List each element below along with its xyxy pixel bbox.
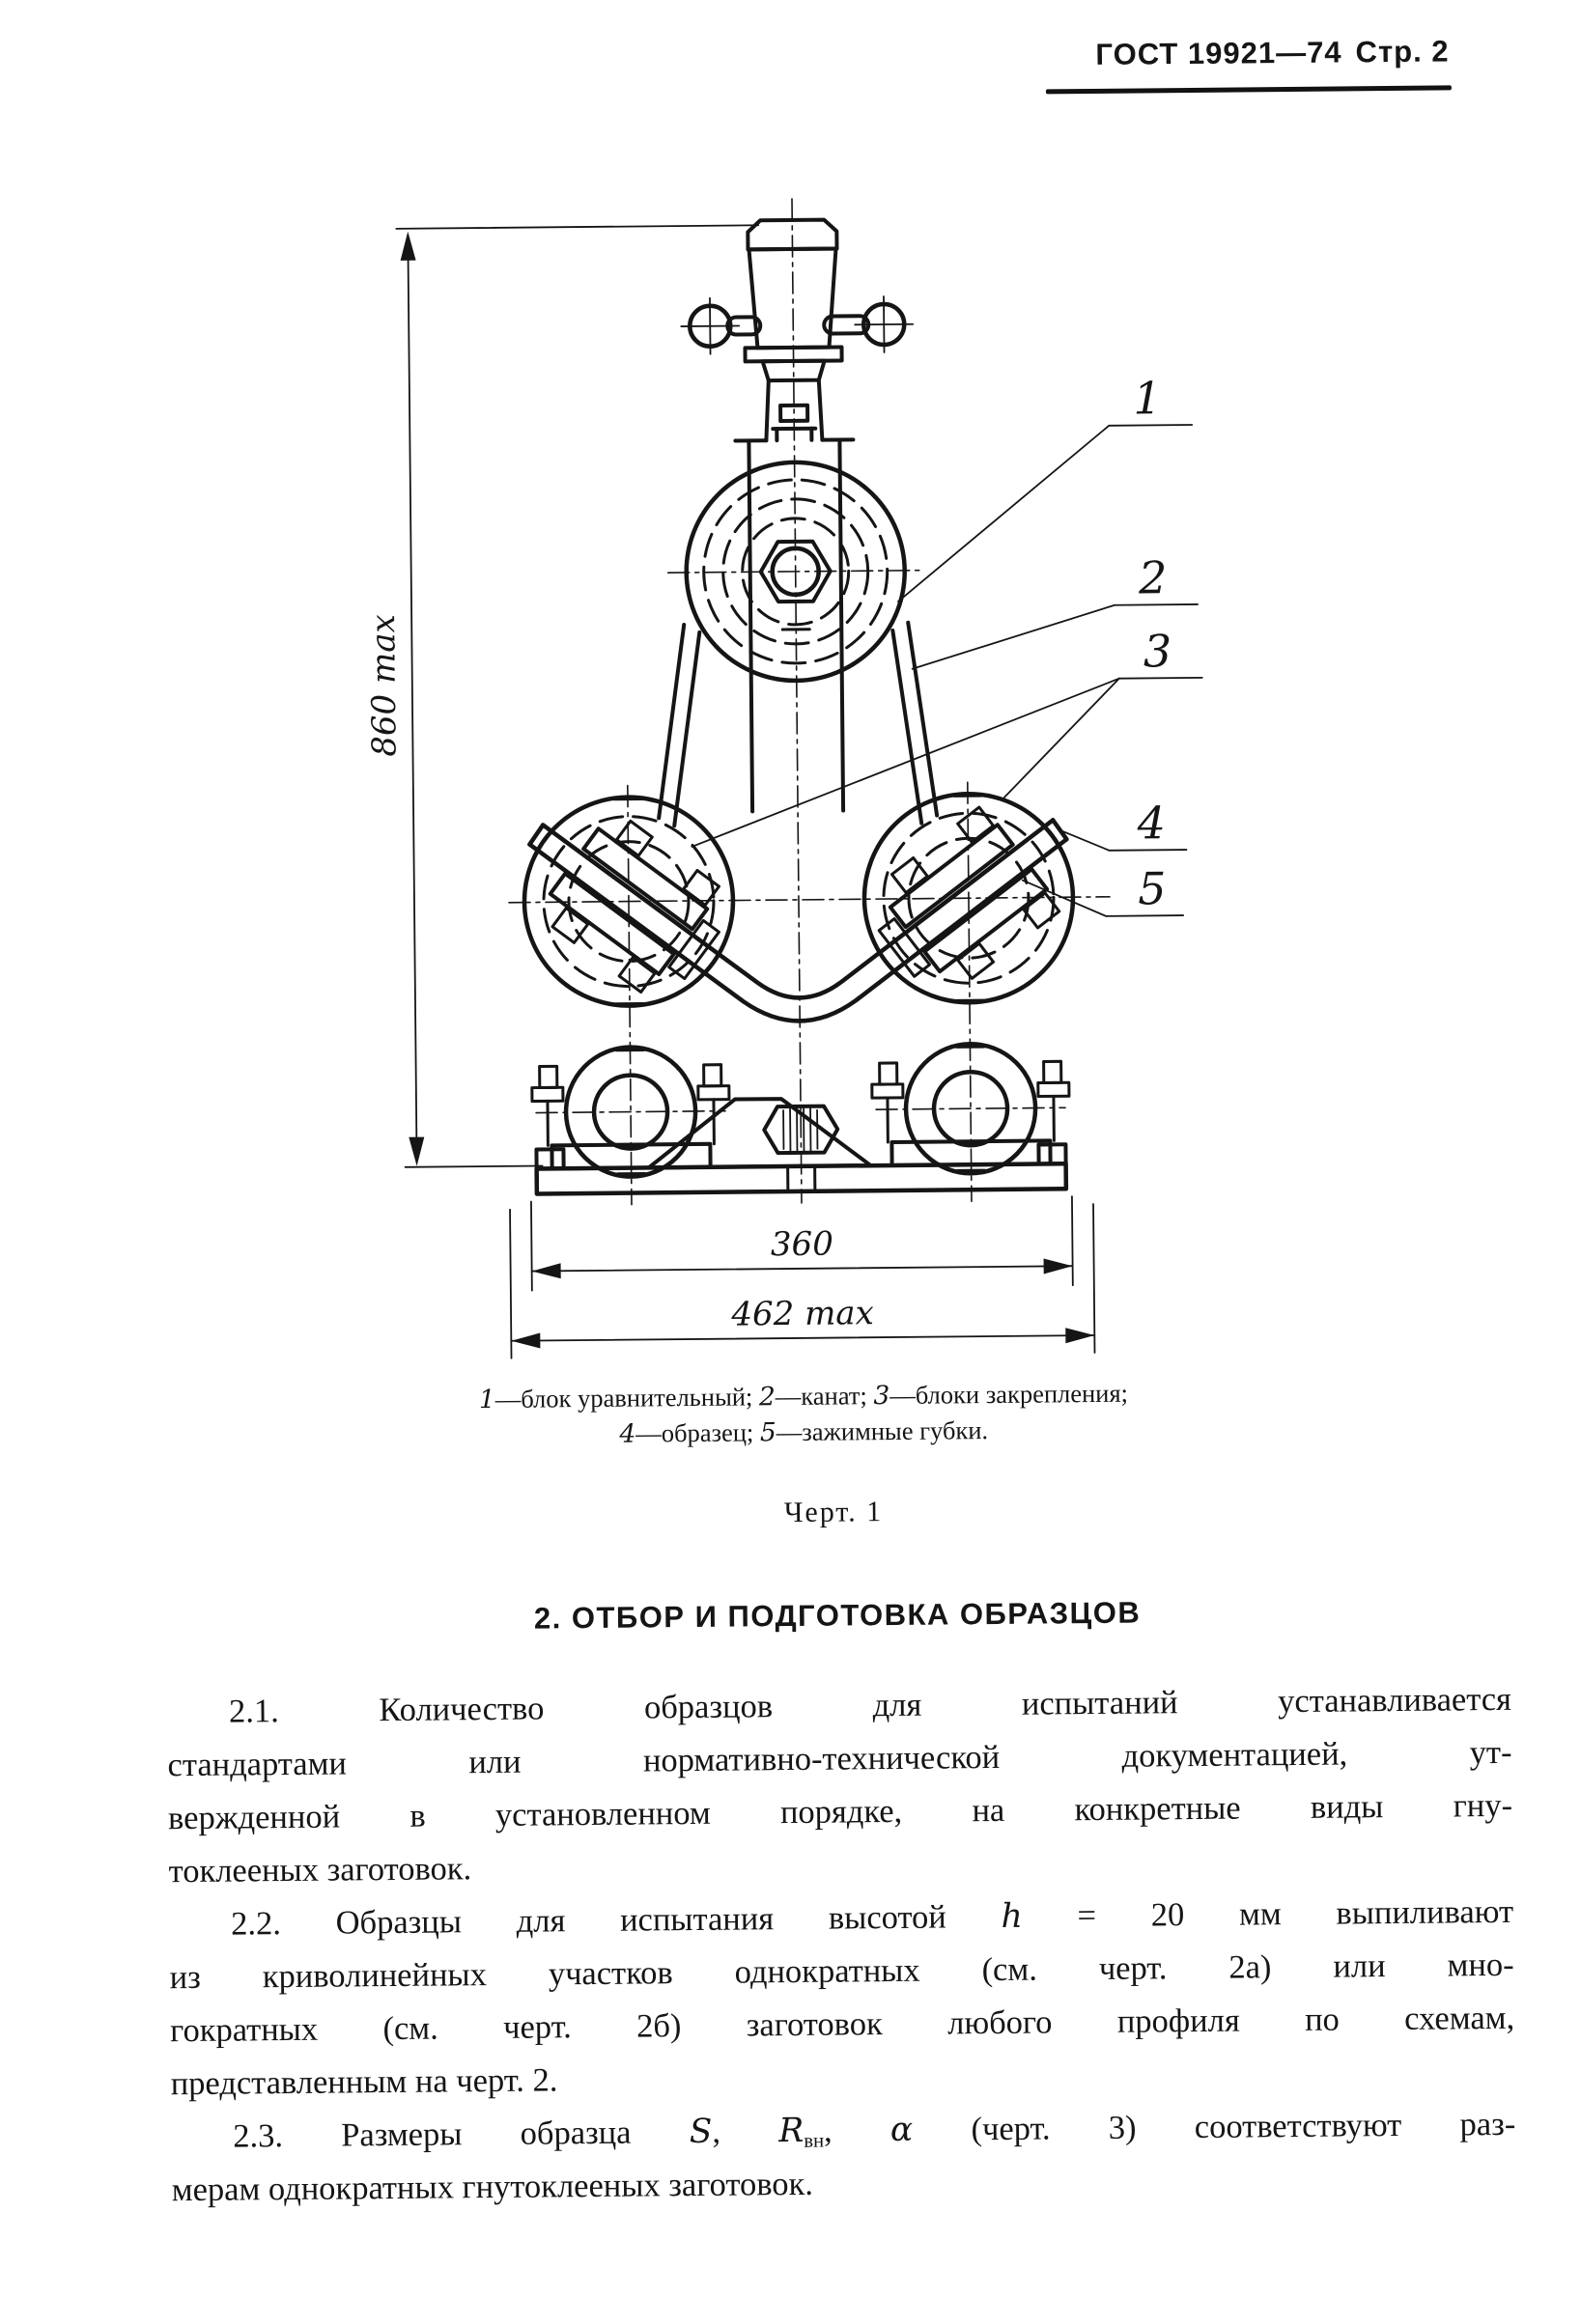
variable-S: S [690, 2113, 713, 2151]
caption-ref-3: 3 [873, 1381, 889, 1411]
callouts [688, 372, 1204, 920]
variable-h: h [1001, 1897, 1023, 1936]
figure-label: Черт. 1 [351, 1492, 1316, 1534]
leader-1 [896, 426, 1111, 602]
dim-overall-label: 462 max [730, 1294, 874, 1333]
callout-2: 2 [1138, 551, 1168, 603]
paragraph-2-2-line: представленным на черт. 2. [170, 2045, 1514, 2111]
caption-ref-4: 4 [619, 1419, 635, 1449]
dim-base-label: 360 [771, 1225, 833, 1265]
section-heading: 2. ОТБОР И ПОДГОТОВКА ОБРАЗЦОВ [166, 1592, 1509, 1639]
paragraph-2-1-line: 2.1. Количество образцов для испытаний устанавливается [167, 1673, 1511, 1739]
variable-alpha: α [890, 2111, 914, 2149]
strap-right-edge [839, 439, 843, 810]
leader-2 [912, 605, 1115, 669]
paragraph-2-1-line: вержденной в установленном порядке, на конкретные виды гну- [168, 1779, 1512, 1845]
dim-height-label: 860 max [364, 614, 404, 757]
figure-1-drawing [309, 160, 1228, 1386]
leader-3-right [1002, 679, 1120, 799]
strap-left-edge [748, 440, 752, 811]
page-header [819, 34, 1449, 74]
callout-4: 4 [1136, 797, 1166, 849]
caption-ref-2: 2 [759, 1382, 776, 1412]
standard-number: ГОСТ 19921—74 [1095, 35, 1341, 70]
caption-line-1: 1—блок уравнительный; 2—канат; 3—блоки закрепления; [292, 1374, 1315, 1419]
paragraph-2-3-line: мерам однократных гнутоклееных заготовок. [172, 2151, 1516, 2217]
callout-5: 5 [1138, 862, 1167, 914]
dimension-height [360, 225, 767, 1167]
top-assembly [680, 219, 918, 812]
paragraph-2-3-line: 2.3. Размеры образца S, $R_{вн}$, α (черт. 3) соответствуют раз- [171, 2098, 1515, 2164]
paragraph-2-2-line: из криволинейных участков однократных (см. черт. 2а) или мно- [169, 1939, 1513, 2004]
paragraph-2-2-line: гократных (см. черт. 2б) заготовок любого профиля по схемам, [170, 1992, 1514, 2058]
paragraph-2-1-line: стандартами или нормативно-технической документацией, ут- [167, 1726, 1511, 1792]
caption-ref-1: 1 [479, 1385, 495, 1414]
callout-3: 3 [1143, 625, 1172, 677]
figure-caption [292, 1374, 1316, 1455]
paragraph-2-1-line: токлееных заготовок. [168, 1833, 1512, 1898]
caption-ref-5: 5 [760, 1417, 776, 1447]
dimension-base-width [531, 1196, 1073, 1290]
variable-R: R [778, 2112, 804, 2150]
rope-left [657, 625, 686, 818]
page-number: Стр. 2 [1355, 34, 1449, 69]
caption-line-2: 4—образец; 5—зажимные губки. [292, 1410, 1315, 1455]
paragraph-2-2-line: 2.2. Образцы для испытания высотой h = 20 мм выпиливают [169, 1886, 1513, 1951]
callout-1: 1 [1133, 372, 1162, 424]
header-rule [1046, 85, 1452, 94]
body-text [167, 1673, 1516, 2217]
rope-right [908, 623, 937, 816]
subscript-vn: вн [804, 2130, 824, 2151]
